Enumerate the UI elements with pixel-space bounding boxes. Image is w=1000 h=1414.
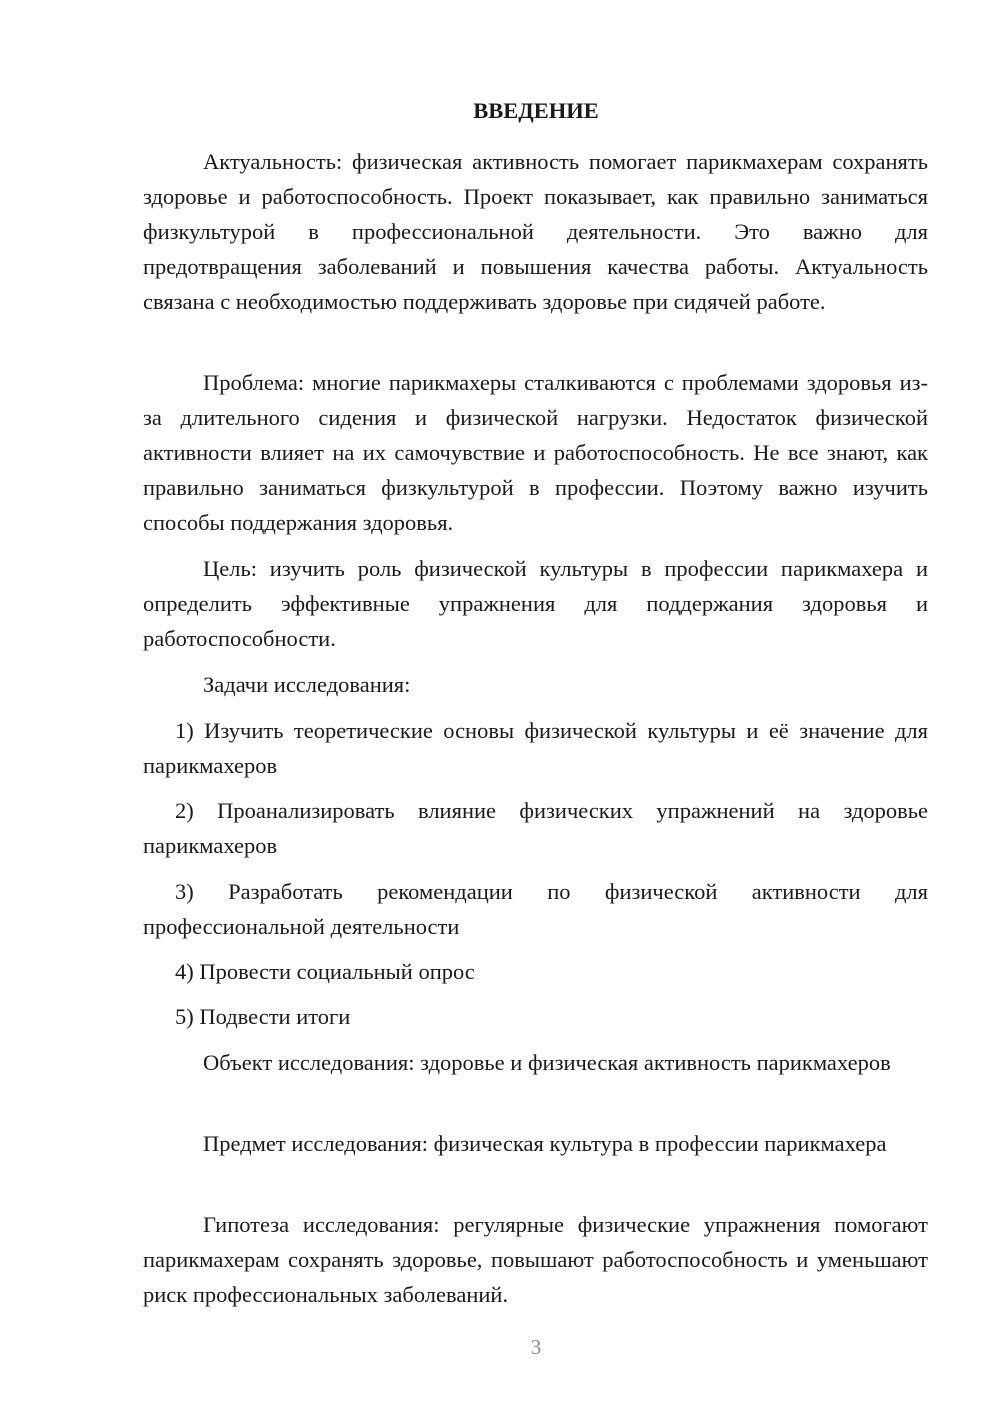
task-item-4: 4) Провести социальный опрос (175, 959, 475, 984)
relevance-paragraph: Актуальность: физическая активность помогает парикмахерам сохранять здоровье и работоспособность. Проект показывает, как правильно заниматься физкультурой в профессиональной деятельности. Это важно для предотвращения заболеваний и повышения качества работы. Актуальность связана с необходимостью поддерживать здоровье при сидячей работе. (143, 149, 928, 314)
task-item-5: 5) Подвести итоги (175, 1004, 351, 1029)
goal-paragraph: Цель: изучить роль физической культуры в профессии парикмахера и определить эффективные упражнения для поддержания здоровья и работоспособности. (143, 556, 928, 651)
problem-paragraph: Проблема: многие парикмахеры сталкиваются с проблемами здоровья из-за длительного сидения и физической нагрузки. Недостаток физической активности влияет на их самочувствие и работоспособность. Не все знают, как правильно заниматься физкультурой в профессии. Поэтому важно изучить способы поддержания здоровья. (143, 370, 928, 535)
task-item-3: 3) Разработать рекомендации по физической активности для профессиональной деятельности (143, 879, 928, 939)
hypothesis-paragraph: Гипотеза исследования: регулярные физические упражнения помогают парикмахерам сохранять здоровье, повышают работоспособность и уменьшают риск профессиональных заболеваний. (143, 1212, 928, 1307)
subject-paragraph: Предмет исследования: физическая культура в профессии парикмахера (203, 1131, 887, 1156)
object-paragraph: Объект исследования: здоровье и физическая активность парикмахеров (203, 1050, 891, 1075)
task-item-2: 2) Проанализировать влияние физических упражнений на здоровье парикмахеров (143, 798, 928, 858)
page-title: ВВЕДЕНИЕ (473, 98, 599, 123)
tasks-heading: Задачи исследования: (203, 672, 411, 697)
page-number: 3 (530, 1335, 542, 1359)
task-item-1: 1) Изучить теоретические основы физической культуры и её значение для парикмахеров (143, 718, 928, 778)
